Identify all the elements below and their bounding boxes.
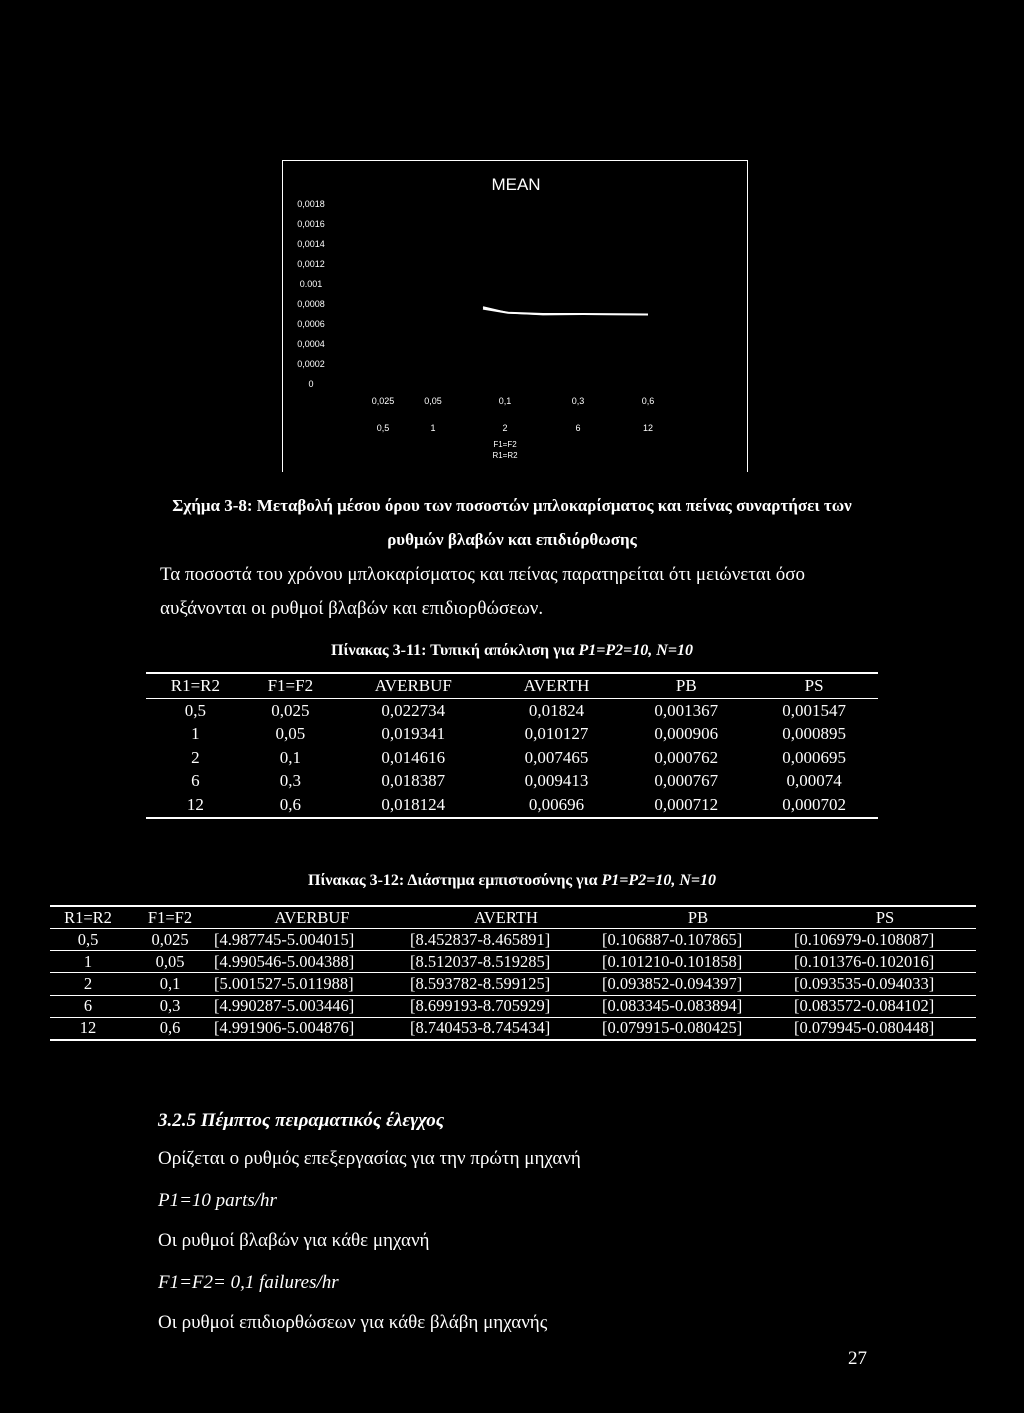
series-line-pb xyxy=(483,309,648,315)
figure-caption-line1: Σχήμα 3-8: Μεταβολή μέσου όρου των ποσοστών μπλοκαρίσματος και πείνας συναρτήσει των xyxy=(172,496,852,515)
table-cell: 0,009413 xyxy=(524,771,589,791)
table1-header-r1-r2: R1=R2 xyxy=(146,673,245,699)
x-axis-label-line1: F1=F2 xyxy=(493,440,517,449)
table-cell: 0,5 xyxy=(184,700,206,720)
section-line4: F1=F2= 0,1 failures/hr xyxy=(158,1272,339,1293)
table-cell: [4.990287-5.003446] xyxy=(214,995,410,1017)
table1-caption-italic: P1=P2=10, N=10 xyxy=(578,642,693,659)
table-cell: 0,01824 xyxy=(528,700,585,720)
table1-caption-prefix: Πίνακας 3-11: Τυπική απόκλιση για xyxy=(331,642,579,659)
table-cell: [0.083572-0.084102] xyxy=(794,995,976,1017)
paragraph-line1: Τα ποσοστά του χρόνου μπλοκαρίσματος και πείνας παρατηρείται ότι μειώνεται όσο xyxy=(160,564,805,585)
table-cell: [0.101376-0.102016] xyxy=(794,951,976,973)
table-cell: [0.093852-0.094397] xyxy=(602,973,794,995)
table-cell: 0,007465 xyxy=(524,747,589,767)
table2-header-f1-f2: F1=F2 xyxy=(126,906,214,929)
table2-header-pb: PB xyxy=(602,906,794,929)
table-cell: [8.593782-8.599125] xyxy=(410,973,602,995)
x-tick-label-row1: 0,05 xyxy=(424,396,442,406)
table-cell: 0,00074 xyxy=(786,771,842,791)
table2-caption-italic: P1=P2=10, N=10 xyxy=(601,872,716,889)
table-cell: [0.101210-0.101858] xyxy=(602,951,794,973)
table1-header-ps: PS xyxy=(750,673,878,699)
table2-header-ps: PS xyxy=(794,906,976,929)
table1-header-pb: PB xyxy=(622,673,750,699)
table1-header-averth: AVERTH xyxy=(491,673,623,699)
table-cell: 0,025 xyxy=(126,929,214,951)
table-cell: [8.512037-8.519285] xyxy=(410,951,602,973)
table-cell: 0,000702 xyxy=(782,794,846,814)
table-cell: 6 xyxy=(191,771,200,791)
x-tick-label-row2: 2 xyxy=(502,423,508,433)
table-cell: 0,05 xyxy=(275,724,306,744)
table-cell: 0,000895 xyxy=(782,724,846,744)
table-cell: [8.740453-8.745434] xyxy=(410,1018,551,1038)
mean-chart-svg xyxy=(283,161,749,473)
table1-caption xyxy=(0,642,1024,660)
x-tick-label-row1: 0,6 xyxy=(641,396,655,406)
table2-caption-prefix: Πίνακας 3-12: Διάστημα εμπιστοσύνης για xyxy=(308,872,602,889)
table-row xyxy=(50,929,976,951)
x-axis-label-line2: R1=R2 xyxy=(492,451,518,460)
table-cell: 0,000767 xyxy=(654,771,719,791)
table-cell: [0.083345-0.083894] xyxy=(602,995,794,1017)
table-cell: 0,025 xyxy=(271,700,310,720)
x-tick-label-row1: 0,1 xyxy=(498,396,512,406)
table-cell: 1 xyxy=(191,724,200,744)
chart-title: MEAN xyxy=(491,175,541,194)
paragraph-line2: αυξάνονται οι ρυθμοί βλαβών και επιδιορθώσεων. xyxy=(160,598,544,619)
y-tick-label: 0,0012 xyxy=(297,259,325,269)
y-tick-label: 0,0006 xyxy=(297,319,325,329)
table2-header-row xyxy=(50,906,976,929)
table2-header-averbuf: AVERBUF xyxy=(214,906,410,929)
table-row xyxy=(146,793,878,818)
y-tick-label: 0,0014 xyxy=(297,239,325,249)
table-cell: [4.991906-5.004876] xyxy=(214,1018,355,1038)
section-line2: P1=10 parts/hr xyxy=(158,1190,277,1211)
table-cell: 0,3 xyxy=(126,995,214,1017)
table-cell: [0.106887-0.107865] xyxy=(602,929,794,951)
section-line5: Οι ρυθμοί επιδιορθώσεων για κάθε βλάβη μηχανής xyxy=(158,1312,548,1333)
table-cell: [0.079945-0.080448] xyxy=(794,1018,935,1038)
y-tick-label: 0,0002 xyxy=(297,359,325,369)
table1-header-f1-f2: F1=F2 xyxy=(245,673,336,699)
section-line3: Οι ρυθμοί βλαβών για κάθε μηχανή xyxy=(158,1230,430,1251)
table2-caption xyxy=(0,872,1024,890)
table-cell: [0.079915-0.080425] xyxy=(602,1018,743,1038)
x-tick-label-row2: 6 xyxy=(575,423,581,433)
table2-header-averth: AVERTH xyxy=(410,906,602,929)
table-cell: 1 xyxy=(50,951,126,973)
table-cell: 0,010127 xyxy=(524,724,589,744)
table-cell: 6 xyxy=(50,995,126,1017)
table-cell: [8.699193-8.705929] xyxy=(410,995,602,1017)
table-cell: [0.093535-0.094033] xyxy=(794,973,976,995)
std-dev-table xyxy=(146,672,878,819)
table-cell: [4.987745-5.004015] xyxy=(214,929,410,951)
y-tick-label: 0,0016 xyxy=(297,219,325,229)
table-cell: 0,3 xyxy=(279,771,301,791)
y-tick-label: 0,0008 xyxy=(297,299,325,309)
table-cell: 0,000906 xyxy=(654,724,719,744)
table-cell: 2 xyxy=(50,973,126,995)
table-cell: 12 xyxy=(79,1018,97,1038)
table-cell: 0,1 xyxy=(126,973,214,995)
mean-chart xyxy=(282,160,748,472)
table-cell: 0,00696 xyxy=(528,794,585,814)
table-row xyxy=(50,1017,976,1040)
x-tick-label-row1: 0,025 xyxy=(371,396,395,406)
table-cell: 0,014616 xyxy=(381,747,446,767)
table1-header-row xyxy=(146,673,878,699)
x-tick-label-row1: 0,3 xyxy=(571,396,585,406)
table-cell: 0,1 xyxy=(279,747,301,767)
table-row xyxy=(146,699,878,723)
section-line1: Ορίζεται ο ρυθμός επεξεργασίας για την πρώτη μηχανή xyxy=(158,1148,581,1169)
table-cell: 2 xyxy=(191,747,200,767)
table-cell: [4.990546-5.004388] xyxy=(214,951,410,973)
table1-header-averbuf: AVERBUF xyxy=(336,673,491,699)
y-tick-label: 0,0004 xyxy=(297,339,325,349)
table-row xyxy=(50,995,976,1017)
table-cell: [0.106979-0.108087] xyxy=(794,929,976,951)
x-tick-label-row2: 0,5 xyxy=(376,423,390,433)
table-cell: 0,05 xyxy=(126,951,214,973)
table-cell: [5.001527-5.011988] xyxy=(214,973,410,995)
table-cell: 0,018124 xyxy=(381,794,446,814)
x-tick-label-row2: 12 xyxy=(642,423,654,433)
table-cell: 0,5 xyxy=(50,929,126,951)
figure-caption-line2: ρυθμών βλαβών και επιδιόρθωσης xyxy=(387,530,637,549)
table-cell: 0,019341 xyxy=(381,724,446,744)
table-row xyxy=(146,770,878,794)
table-row xyxy=(50,973,976,995)
y-tick-label: 0 xyxy=(308,379,314,389)
page-number: 27 xyxy=(848,1348,867,1369)
y-tick-label: 0,0018 xyxy=(297,199,325,209)
table-row xyxy=(50,951,976,973)
table-row xyxy=(146,746,878,770)
table-row xyxy=(146,723,878,747)
x-tick-label-row2: 1 xyxy=(430,423,436,433)
section-heading: 3.2.5 Πέμπτος πειραματικός έλεγχος xyxy=(158,1110,445,1131)
table-cell: 0,6 xyxy=(279,794,301,814)
y-tick-label: 0.001 xyxy=(299,279,323,289)
table-cell: 0,022734 xyxy=(381,700,446,720)
table-cell: 0,018387 xyxy=(381,771,446,791)
table-cell: 0,6 xyxy=(159,1018,181,1038)
table-cell: 0,001547 xyxy=(782,700,846,720)
table-cell: 0,001367 xyxy=(654,700,719,720)
table-cell: 0,000712 xyxy=(654,794,719,814)
table-cell: 12 xyxy=(186,794,204,814)
table2-header-r1-r2: R1=R2 xyxy=(50,906,126,929)
table-cell: [8.452837-8.465891] xyxy=(410,929,602,951)
table-cell: 0,000762 xyxy=(654,747,719,767)
confidence-interval-table xyxy=(50,905,976,1041)
table-cell: 0,000695 xyxy=(782,747,846,767)
